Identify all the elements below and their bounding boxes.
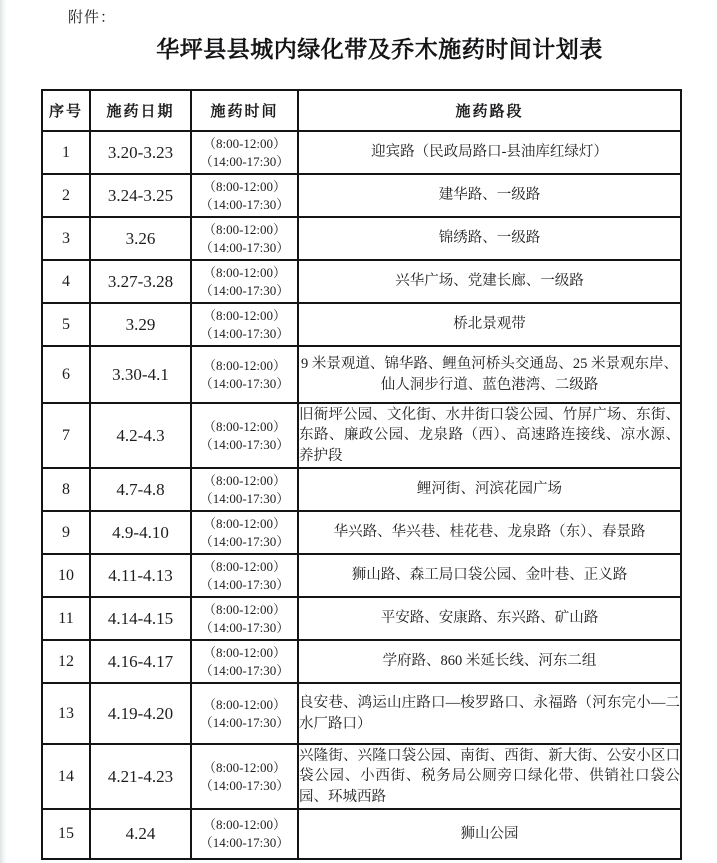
cell-no: 12 xyxy=(42,640,90,683)
page-title: 华坪县县城内绿化带及乔木施药时间计划表 xyxy=(156,37,603,63)
cell-no: 15 xyxy=(42,809,90,859)
cell-roads: 兴隆街、兴隆口袋公园、南街、西街、新大街、公安小区口袋公园、小西街、税务局公厕旁口绿化带、供销社口袋公园、环城西路 xyxy=(298,744,681,809)
cell-date: 4.14-4.15 xyxy=(90,597,191,640)
cell-time xyxy=(191,683,298,744)
cell-date: 3.24-3.25 xyxy=(90,174,191,217)
time-line-afternoon: （14:00-17:30） xyxy=(199,777,290,793)
cell-roads: 锦绣路、一级路 xyxy=(298,217,681,260)
table-header-row xyxy=(42,90,681,131)
table-row xyxy=(42,683,681,744)
cell-roads: 狮山公园 xyxy=(298,809,681,859)
time-line-afternoon: （14:00-17:30） xyxy=(199,576,290,592)
cell-time xyxy=(191,346,298,403)
cell-time xyxy=(191,131,298,174)
cell-no: 5 xyxy=(42,303,90,346)
cell-date: 4.24 xyxy=(90,809,191,859)
table-row xyxy=(42,640,681,683)
cell-roads: 狮山路、森工局口袋公园、金叶巷、正义路 xyxy=(298,554,681,597)
cell-no: 4 xyxy=(42,260,90,303)
table-row xyxy=(42,744,681,809)
time-line-afternoon: （14:00-17:30） xyxy=(199,282,290,298)
cell-no: 1 xyxy=(42,131,90,174)
cell-no: 7 xyxy=(42,403,90,468)
time-line-afternoon: （14:00-17:30） xyxy=(199,490,290,506)
table-row xyxy=(42,403,681,468)
cell-time xyxy=(191,468,298,511)
time-line-afternoon: （14:00-17:30） xyxy=(199,325,290,341)
cell-date: 3.20-3.23 xyxy=(90,131,191,174)
time-line-afternoon: （14:00-17:30） xyxy=(199,239,290,255)
cell-date: 3.26 xyxy=(90,217,191,260)
time-line-morning: （8:00-12:00） xyxy=(202,817,287,832)
time-line-morning: （8:00-12:00） xyxy=(202,696,287,712)
cell-date: 3.29 xyxy=(90,303,191,346)
cell-time xyxy=(191,403,298,468)
cell-time xyxy=(191,744,298,809)
col-header-no: 序号 xyxy=(42,90,90,131)
cell-no: 14 xyxy=(42,744,90,809)
table-row xyxy=(42,468,681,511)
time-line-afternoon: （14:00-17:30） xyxy=(199,714,290,730)
cell-no: 10 xyxy=(42,554,90,597)
cell-time xyxy=(191,217,298,260)
time-line-morning: （8:00-12:00） xyxy=(202,472,287,488)
col-header-roads: 施药路段 xyxy=(298,90,681,131)
time-line-afternoon: （14:00-17:30） xyxy=(199,436,290,452)
time-line-afternoon: （14:00-17:30） xyxy=(199,153,290,169)
cell-roads: 兴华广场、党建长廊、一级路 xyxy=(298,260,681,303)
cell-date: 3.30-4.1 xyxy=(90,346,191,403)
time-line-afternoon: （14:00-17:30） xyxy=(199,375,290,391)
time-line-afternoon: （14:00-17:30） xyxy=(199,662,290,678)
cell-roads: 9 米景观道、锦华路、鲤鱼河桥头交通岛、25 米景观东岸、仙人洞步行道、蓝色港湾、二级路 xyxy=(298,346,681,403)
cell-date: 3.27-3.28 xyxy=(90,260,191,303)
time-line-morning: （8:00-12:00） xyxy=(202,759,287,775)
cell-date: 4.19-4.20 xyxy=(90,683,191,744)
cell-no: 3 xyxy=(42,217,90,260)
cell-date: 4.7-4.8 xyxy=(90,468,191,511)
cell-no: 8 xyxy=(42,468,90,511)
cell-no: 13 xyxy=(42,683,90,744)
table-row xyxy=(42,346,681,403)
time-line-morning: （8:00-12:00） xyxy=(202,418,287,434)
time-line-afternoon: （14:00-17:30） xyxy=(199,533,290,549)
page-edge-shadow xyxy=(0,0,7,863)
cell-time xyxy=(191,174,298,217)
time-line-afternoon: （14:00-17:30） xyxy=(199,196,290,212)
cell-roads: 迎宾路（民政局路口-县油库红绿灯） xyxy=(298,131,681,174)
cell-time xyxy=(191,511,298,554)
cell-time xyxy=(191,303,298,346)
cell-no: 11 xyxy=(42,597,90,640)
cell-time xyxy=(191,260,298,303)
cell-roads: 良安巷、鸿运山庄路口—梭罗路口、永福路（河东完小—二水厂路口） xyxy=(298,683,681,744)
cell-date: 4.9-4.10 xyxy=(90,511,191,554)
time-line-afternoon: （14:00-17:30） xyxy=(199,619,290,635)
cell-no: 6 xyxy=(42,346,90,403)
cell-date: 4.21-4.23 xyxy=(90,744,191,809)
table-row xyxy=(42,174,681,217)
cell-no: 9 xyxy=(42,511,90,554)
cell-time xyxy=(191,640,298,683)
time-line-morning: （8:00-12:00） xyxy=(202,178,287,194)
cell-roads: 平安路、安康路、东兴路、矿山路 xyxy=(298,597,681,640)
col-header-date: 施药日期 xyxy=(90,90,191,131)
table-row xyxy=(42,131,681,174)
cell-roads: 建华路、一级路 xyxy=(298,174,681,217)
table-row xyxy=(42,303,681,346)
time-line-morning: （8:00-12:00） xyxy=(202,558,287,574)
cell-time xyxy=(191,597,298,640)
col-header-time: 施药时间 xyxy=(191,90,298,131)
cell-roads: 桥北景观带 xyxy=(298,303,681,346)
cell-time xyxy=(191,554,298,597)
time-line-morning: （8:00-12:00） xyxy=(202,644,287,660)
table-row xyxy=(42,597,681,640)
table-row xyxy=(42,217,681,260)
table-row xyxy=(42,809,681,859)
cell-roads: 华兴路、华兴巷、桂花巷、龙泉路（东）、春景路 xyxy=(298,511,681,554)
table-row xyxy=(42,554,681,597)
cell-date: 4.11-4.13 xyxy=(90,554,191,597)
cell-no: 2 xyxy=(42,174,90,217)
cell-roads: 鲤河街、河滨花园广场 xyxy=(298,468,681,511)
time-line-morning: （8:00-12:00） xyxy=(202,601,287,617)
attachment-label: 附件： xyxy=(68,10,117,26)
table-row xyxy=(42,511,681,554)
cell-time xyxy=(191,809,298,859)
cell-roads: 学府路、860 米延长线、河东二组 xyxy=(298,640,681,683)
cell-roads: 旧衙坪公园、文化街、水井街口袋公园、竹屏广场、东街、东路、廉政公园、龙泉路（西）、高速路连接线、凉水源、养护段 xyxy=(298,403,681,468)
schedule-table xyxy=(41,89,682,860)
time-line-morning: （8:00-12:00） xyxy=(202,515,287,531)
time-line-morning: （8:00-12:00） xyxy=(202,357,287,373)
time-line-morning: （8:00-12:00） xyxy=(202,307,287,323)
cell-date: 4.16-4.17 xyxy=(90,640,191,683)
time-line-afternoon: （14:00-17:30） xyxy=(199,835,290,850)
time-line-morning: （8:00-12:00） xyxy=(202,135,287,151)
table-row xyxy=(42,260,681,303)
time-line-morning: （8:00-12:00） xyxy=(202,264,287,280)
time-line-morning: （8:00-12:00） xyxy=(202,221,287,237)
cell-date: 4.2-4.3 xyxy=(90,403,191,468)
